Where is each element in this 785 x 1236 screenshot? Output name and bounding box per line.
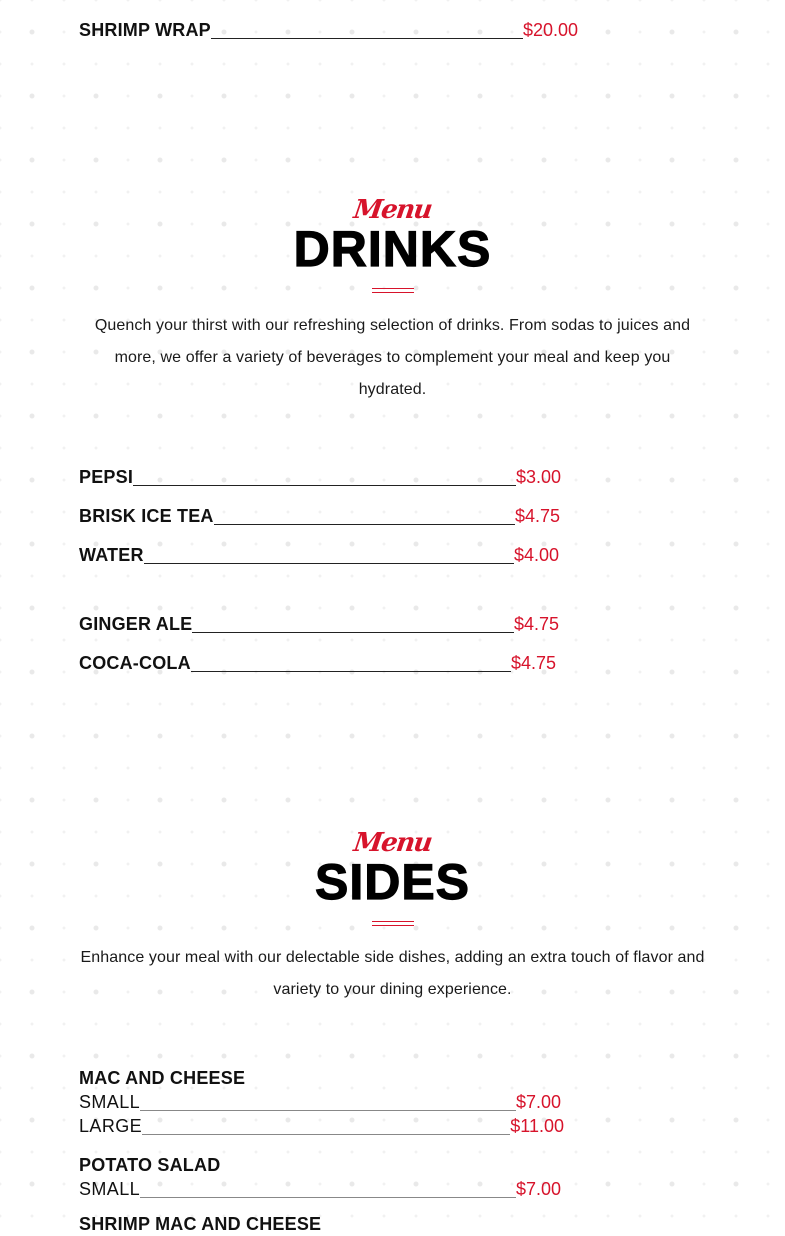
menu-item-row xyxy=(79,651,556,675)
menu-item-price: $11.00 xyxy=(510,1116,564,1136)
section-title: DRINKS xyxy=(293,221,492,277)
menu-item-name: BRISK ICE TEA xyxy=(79,506,214,526)
menu-item-size-row xyxy=(79,1090,561,1114)
section-description: Enhance your meal with our delectable side dishes, adding an extra touch of flavor and variety to your dining experience. xyxy=(80,949,705,998)
menu-item-size-row xyxy=(79,1114,564,1138)
section-divider xyxy=(372,921,414,926)
leader-line xyxy=(142,1134,510,1135)
leader-line xyxy=(144,563,514,564)
menu-item-price: $4.00 xyxy=(513,545,559,565)
menu-item-row xyxy=(79,612,559,636)
menu-item-name: POTATO SALAD xyxy=(79,1155,221,1175)
leader-line xyxy=(140,1197,516,1198)
leader-line xyxy=(191,671,511,672)
menu-item-size-row xyxy=(79,1177,561,1201)
menu-item-name: SHRIMP WRAP xyxy=(79,20,211,40)
drinks-section-header xyxy=(0,196,785,293)
sides-section-header xyxy=(0,829,785,926)
leader-line xyxy=(140,1110,516,1111)
menu-item-price: $4.75 xyxy=(514,506,560,526)
menu-item-name: GINGER ALE xyxy=(79,614,193,634)
menu-item-price: $20.00 xyxy=(522,20,578,40)
menu-item-row xyxy=(79,18,578,42)
menu-item-name: COCA-COLA xyxy=(79,653,191,673)
section-description: Quench your thirst with our refreshing selection of drinks. From sodas to juices and more, we offer a variety of beverages to complement your meal and keep you hydrated. xyxy=(94,317,691,398)
menu-item-price: $4.75 xyxy=(513,614,559,634)
leader-line xyxy=(133,485,516,486)
menu-item-name: PEPSI xyxy=(79,467,134,487)
menu-item-name: WATER xyxy=(79,545,144,565)
menu-item-name: MAC AND CHEESE xyxy=(79,1068,246,1088)
menu-item-row xyxy=(79,504,560,528)
menu-item-row xyxy=(79,465,561,489)
menu-script-label: Menu xyxy=(351,828,434,858)
section-title: SIDES xyxy=(314,854,471,910)
menu-item-price: $7.00 xyxy=(515,1092,561,1112)
leader-line xyxy=(214,524,515,525)
menu-item-size: SMALL xyxy=(79,1179,141,1199)
menu-item-row xyxy=(79,543,559,567)
menu-item-price: $7.00 xyxy=(515,1179,561,1199)
leader-line xyxy=(192,632,514,633)
menu-item-size: SMALL xyxy=(79,1092,141,1112)
menu-item-name: SHRIMP MAC AND CHEESE xyxy=(79,1214,322,1234)
menu-script-label: Menu xyxy=(351,195,434,225)
section-divider xyxy=(372,288,414,293)
menu-item-price: $4.75 xyxy=(510,653,556,673)
menu-item-price: $3.00 xyxy=(515,467,561,487)
leader-line xyxy=(211,38,523,39)
menu-item-size: LARGE xyxy=(79,1116,143,1136)
